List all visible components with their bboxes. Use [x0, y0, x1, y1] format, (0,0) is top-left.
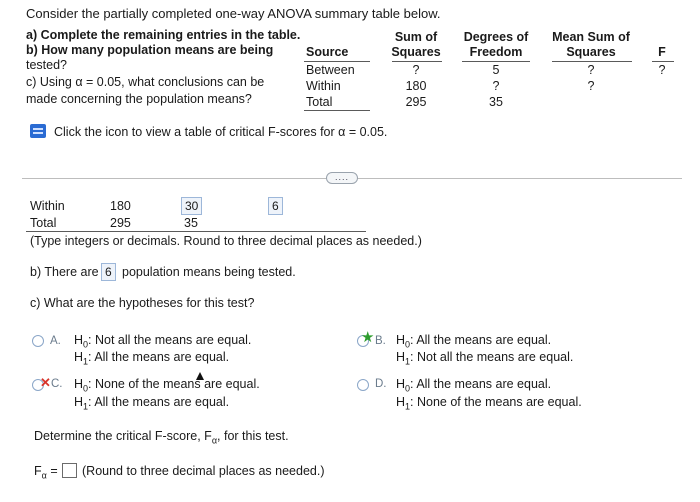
row-within-ss: 180	[405, 79, 427, 93]
critical-f-input[interactable]	[62, 463, 77, 478]
option-a-h0-text: Not all the means are equal.	[95, 333, 252, 347]
option-a-letter: A.	[50, 335, 61, 347]
header-df-line1: Degrees of	[463, 30, 529, 44]
option-d-h0: $H_0$: All the means are equal.	[396, 377, 552, 394]
critical-prompt-end: , for this test.	[217, 429, 289, 443]
answer-table-underline	[26, 231, 366, 232]
row-total-ss: 295	[405, 95, 427, 109]
anova-table	[300, 28, 690, 112]
header-source: Source	[306, 45, 349, 59]
critical-prompt	[34, 429, 289, 446]
option-b-h1-text: Not all the means are equal.	[417, 350, 574, 364]
incorrect-x-icon: ✕	[40, 375, 51, 390]
option-d-letter: D.	[375, 378, 387, 390]
option-a-h0: $H_0$: Not all the means are equal.	[74, 333, 252, 350]
header-ss-line1: Sum of	[394, 30, 438, 44]
part-a-text: a) Complete the remaining entries in the table.	[26, 28, 301, 42]
total-underline	[304, 110, 370, 111]
part-c-text-line1: c) Using α = 0.05, what conclusions can be	[26, 75, 265, 89]
answer-total-label: Total	[30, 216, 57, 230]
option-b-h0-text: All the means are equal.	[416, 333, 552, 347]
option-c-h0: $H_0$: None of the means are equal.	[74, 377, 260, 394]
part-b-suffix: population means being tested.	[122, 265, 296, 279]
expand-more-button[interactable]: ....	[326, 172, 358, 184]
part-b-answer-box[interactable]: 6	[101, 263, 116, 281]
critical-label	[34, 464, 58, 481]
critical-label-eq: =	[46, 464, 58, 478]
row-within-ms: ?	[587, 79, 595, 93]
critical-hint: (Round to three decimal places as needed.)	[82, 464, 325, 478]
header-f: F	[658, 45, 666, 59]
answer-instruction: (Type integers or decimals. Round to three decimal places as needed.)	[30, 234, 422, 248]
option-c-h1-text: All the means are equal.	[94, 395, 230, 409]
option-c-h0-text: None of the means are equal.	[95, 377, 260, 391]
ms-underline	[552, 61, 632, 62]
option-a-radio[interactable]	[32, 335, 44, 347]
row-within-df: ?	[492, 79, 500, 93]
critical-label-sub: α	[41, 470, 47, 481]
table-icon[interactable]	[30, 124, 46, 138]
source-underline	[304, 61, 370, 62]
critical-label-f: F	[34, 464, 42, 478]
answer-within-extra-box[interactable]: 6	[268, 197, 283, 215]
row-between-f: ?	[658, 63, 666, 77]
option-c-h1: $H_1$: All the means are equal.	[74, 395, 230, 412]
header-df-line2: Freedom	[469, 45, 523, 59]
header-ms-line1: Mean Sum of	[552, 30, 630, 44]
row-within-source: Within	[306, 79, 341, 93]
part-b-text-line1: b) How many population means are being	[26, 43, 274, 57]
question-title: Consider the partially completed one-way ANOVA summary table below.	[26, 6, 441, 21]
row-between-source: Between	[306, 63, 355, 77]
option-b-letter: B.	[375, 335, 386, 347]
mouse-cursor-icon	[196, 372, 204, 380]
row-total-df: 35	[489, 95, 503, 109]
correct-star-icon: ★	[361, 329, 375, 346]
f-underline	[652, 61, 674, 62]
option-c-letter: C.	[51, 378, 63, 390]
row-between-ms: ?	[587, 63, 595, 77]
icon-link-text: Click the icon to view a table of critical F-scores for α = 0.05.	[54, 125, 388, 139]
option-d-h1-text: None of the means are equal.	[417, 395, 582, 409]
row-between-ss: ?	[412, 63, 420, 77]
answer-total-ss: 295	[110, 216, 131, 230]
answer-within-df-box[interactable]: 30	[181, 197, 202, 215]
option-a-h1-text: All the means are equal.	[94, 350, 230, 364]
part-b-prefix: b) There are	[30, 265, 99, 279]
option-a-h1: $H_1$: All the means are equal.	[74, 350, 230, 367]
row-between-df: 5	[492, 63, 500, 77]
df-underline	[462, 61, 530, 62]
answer-within-label: Within	[30, 199, 65, 213]
option-d-h0-text: All the means are equal.	[416, 377, 552, 391]
header-ms-line2: Squares	[566, 45, 616, 59]
option-d-radio[interactable]	[357, 379, 369, 391]
part-b-text-line2: tested?	[26, 58, 68, 72]
answer-total-df: 35	[184, 216, 198, 230]
option-b-h0: $H_0$: All the means are equal.	[396, 333, 552, 350]
option-d-h1: $H_1$: None of the means are equal.	[396, 395, 582, 412]
answer-within-ss: 180	[110, 199, 131, 213]
option-b-h1: $H_1$: Not all the means are equal.	[396, 350, 574, 367]
header-ss-line2: Squares	[391, 45, 441, 59]
critical-prompt-sub: α	[211, 435, 218, 446]
critical-prompt-text: Determine the critical F-score, F	[34, 429, 212, 443]
row-total-source: Total	[306, 95, 333, 109]
part-c-prompt: c) What are the hypotheses for this test?	[30, 296, 255, 310]
ss-underline	[392, 61, 442, 62]
part-c-text-line2: made concerning the population means?	[26, 92, 252, 106]
